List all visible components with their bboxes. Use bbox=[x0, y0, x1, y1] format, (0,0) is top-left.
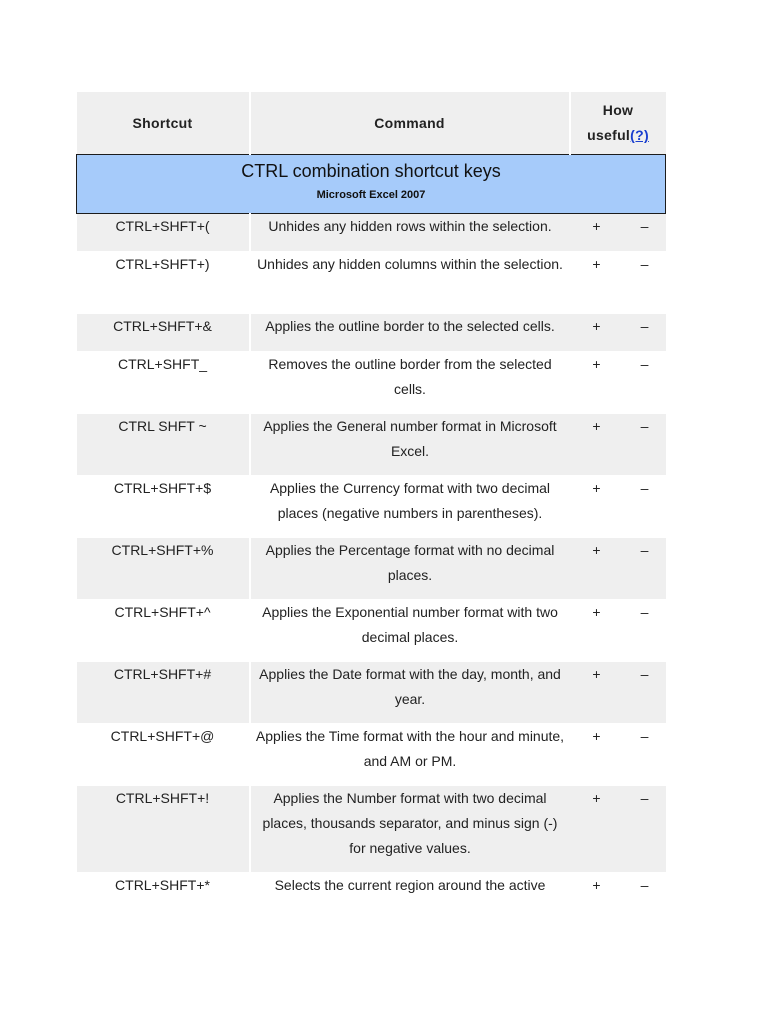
shortcut-cell: CTRL+SHFT+& bbox=[77, 314, 250, 352]
command-cell: Applies the Currency format with two decimal places (negative numbers in parentheses). bbox=[250, 476, 570, 538]
command-cell: Unhides any hidden columns within the selection. bbox=[250, 252, 570, 314]
vote-down-button[interactable]: – bbox=[624, 352, 666, 414]
vote-up-button[interactable]: + bbox=[570, 786, 624, 873]
shortcut-cell: CTRL+SHFT+( bbox=[77, 214, 250, 252]
vote-up-button[interactable]: + bbox=[570, 538, 624, 600]
shortcut-cell: CTRL SHFT ~ bbox=[77, 414, 250, 476]
vote-down-button[interactable]: – bbox=[624, 414, 666, 476]
header-how-useful-text: How useful bbox=[587, 102, 634, 143]
command-cell: Removes the outline border from the selected cells. bbox=[250, 352, 570, 414]
shortcut-cell: CTRL+SHFT+^ bbox=[77, 600, 250, 662]
table-row bbox=[77, 873, 666, 913]
vote-up-button[interactable]: + bbox=[570, 600, 624, 662]
shortcut-cell: CTRL+SHFT_ bbox=[77, 352, 250, 414]
vote-down-button[interactable]: – bbox=[624, 538, 666, 600]
command-cell: Applies the Exponential number format with two decimal places. bbox=[250, 600, 570, 662]
vote-down-button[interactable]: – bbox=[624, 600, 666, 662]
command-cell: Unhides any hidden rows within the selection. bbox=[250, 214, 570, 252]
command-cell: Selects the current region around the active bbox=[250, 873, 570, 913]
shortcut-cell: CTRL+SHFT+$ bbox=[77, 476, 250, 538]
vote-down-button[interactable]: – bbox=[624, 786, 666, 873]
vote-up-button[interactable]: + bbox=[570, 214, 624, 252]
shortcut-cell: CTRL+SHFT+* bbox=[77, 873, 250, 913]
shortcut-cell: CTRL+SHFT+% bbox=[77, 538, 250, 600]
vote-down-button[interactable]: – bbox=[624, 662, 666, 724]
command-cell: Applies the Number format with two decimal places, thousands separator, and minus sign (-) for negative values. bbox=[250, 786, 570, 873]
section-banner bbox=[77, 155, 666, 214]
shortcut-cell: CTRL+SHFT+! bbox=[77, 786, 250, 873]
vote-up-button[interactable]: + bbox=[570, 476, 624, 538]
header-command: Command bbox=[250, 92, 570, 155]
table-row bbox=[77, 476, 666, 538]
vote-down-button[interactable]: – bbox=[624, 476, 666, 538]
shortcut-cell: CTRL+SHFT+) bbox=[77, 252, 250, 314]
table-header bbox=[77, 92, 666, 155]
vote-up-button[interactable]: + bbox=[570, 414, 624, 476]
header-shortcut: Shortcut bbox=[77, 92, 250, 155]
table-row bbox=[77, 538, 666, 600]
vote-up-button[interactable]: + bbox=[570, 314, 624, 352]
table-row bbox=[77, 600, 666, 662]
shortcut-table bbox=[76, 92, 666, 913]
table-row bbox=[77, 252, 666, 314]
vote-up-button[interactable]: + bbox=[570, 662, 624, 724]
command-cell: Applies the Date format with the day, month, and year. bbox=[250, 662, 570, 724]
section-subtitle: Microsoft Excel 2007 bbox=[316, 189, 426, 201]
command-cell: Applies the outline border to the selected cells. bbox=[250, 314, 570, 352]
table-row bbox=[77, 662, 666, 724]
vote-up-button[interactable]: + bbox=[570, 724, 624, 786]
vote-down-button[interactable]: – bbox=[624, 724, 666, 786]
command-cell: Applies the General number format in Microsoft Excel. bbox=[250, 414, 570, 476]
table-row bbox=[77, 314, 666, 352]
section-title: CTRL combination shortcut keys bbox=[241, 161, 501, 181]
vote-down-button[interactable]: – bbox=[624, 873, 666, 913]
command-cell: Applies the Percentage format with no decimal places. bbox=[250, 538, 570, 600]
table-row bbox=[77, 414, 666, 476]
shortcut-cell: CTRL+SHFT+# bbox=[77, 662, 250, 724]
table-row bbox=[77, 214, 666, 252]
vote-up-button[interactable]: + bbox=[570, 873, 624, 913]
command-cell: Applies the Time format with the hour and minute, and AM or PM. bbox=[250, 724, 570, 786]
table-row bbox=[77, 352, 666, 414]
vote-up-button[interactable]: + bbox=[570, 252, 624, 314]
header-how-useful bbox=[570, 92, 666, 155]
vote-up-button[interactable]: + bbox=[570, 352, 624, 414]
table-row bbox=[77, 724, 666, 786]
vote-down-button[interactable]: – bbox=[624, 214, 666, 252]
vote-down-button[interactable]: – bbox=[624, 252, 666, 314]
how-useful-help-link[interactable]: (?) bbox=[630, 127, 649, 143]
table-row bbox=[77, 786, 666, 873]
vote-down-button[interactable]: – bbox=[624, 314, 666, 352]
shortcut-cell: CTRL+SHFT+@ bbox=[77, 724, 250, 786]
